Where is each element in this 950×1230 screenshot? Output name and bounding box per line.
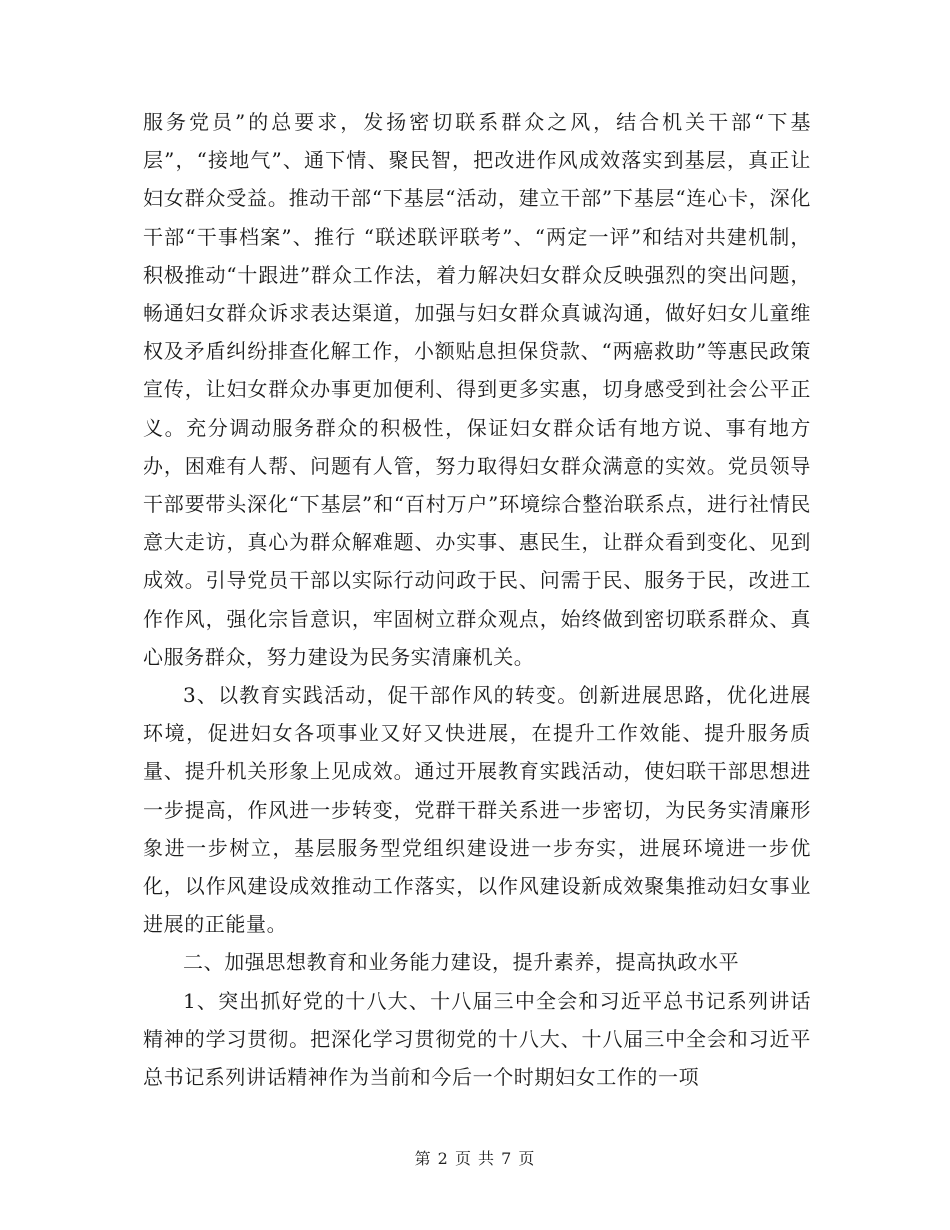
page-footer: 第 2 页 共 7 页 (414, 1149, 536, 1168)
paragraph-section-2-1: 1、突出抓好党的十八大、十八届三中全会和习近平总书记系列讲话精神的学习贯彻。把深化学习贯彻党的十八大、十八届三中全会和习近平总书记系列讲话精神作为当前和今后一个时期妇女工作的一项 (143, 988, 811, 1090)
paragraph-section-3: 3、以教育实践活动，促干部作风的转变。创新进展思路，优化进展环境，促进妇女各项事业又好又快进展，在提升工作效能、提升服务质量、提升机关形象上见成效。通过开展教育实践活动，使妇联干部思想进一步提高，作风进一步转变，党群干群关系进一步密切，为民务实清廉形象进一步树立，基层服务型党组织建设进一步夯实，进展环境进一步优化，以作风建设成效推动工作落实，以作风建设新成效聚集推动妇女事业进展的正能量。 (143, 683, 811, 937)
document-body (143, 103, 811, 1096)
section-heading-2: 二、加强思想教育和业务能力建设，提升素养，提高执政水平 (183, 950, 740, 975)
paragraph-continuation: 服务党员”的总要求，发扬密切联系群众之风，结合机关干部“下基层”，“接地气”、通下情、聚民智，把改进作风成效落实到基层，真正让妇女群众受益。推动干部“下基层“活动，建立干部”下基层“连心卡，深化干部“干事档案”、推行 “联述联评联考”、“两定一评”和结对共建机制，积极推动“十跟进”群众工作法，着力解决妇女群众反映强烈的突出问题，畅通妇女群众诉求表达渠道，加强与妇女群众真诚沟通，做好妇女儿童维权及矛盾纠纷排查化解工作，小额贴息担保贷款、“两癌救助”等惠民政策宣传，让妇女群众办事更加便利、得到更多实惠，切身感受到社会公平正义。充分调动服务群众的积极性，保证妇女群众话有地方说、事有地方办，困难有人帮、问题有人管，努力取得妇女群众满意的实效。党员领导干部要带头深化“下基层”和“百村万户”环境综合整治联系点，进行社情民意大走访，真心为群众解难题、办实事、惠民生，让群众看到变化、见到成效。引导党员干部以实际行动问政于民、问需于民、服务于民，改进工作作风，强化宗旨意识，牢固树立群众观点，始终做到密切联系群众、真心服务群众，努力建设为民务实清廉机关。 (143, 110, 811, 669)
